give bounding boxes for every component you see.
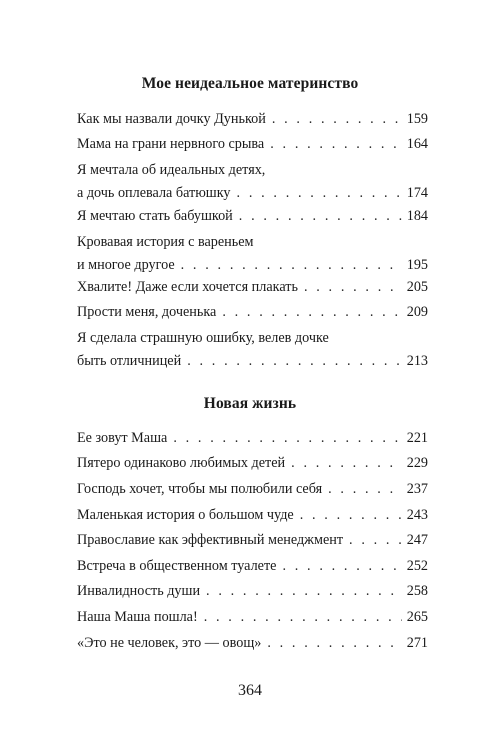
page-number: 184 bbox=[406, 208, 428, 224]
page-number: 164 bbox=[406, 136, 428, 152]
page-number: 209 bbox=[406, 304, 428, 320]
section-title: Новая жизнь bbox=[203, 395, 297, 412]
entry-title: Пятеро одинаково любимых детей bbox=[77, 455, 286, 471]
entry-title-continued: быть отличницей bbox=[77, 353, 182, 369]
entry-title: Как мы назвали дочку Дунькой bbox=[77, 111, 266, 127]
page-number: 237 bbox=[406, 481, 428, 497]
entry-title: Кровавая история с вареньем bbox=[77, 234, 254, 250]
toc-entry bbox=[77, 159, 428, 205]
entry-title: Православие как эффективный менеджмент bbox=[77, 532, 344, 548]
dot-leader bbox=[270, 133, 401, 156]
page-number: 243 bbox=[406, 507, 428, 523]
entry-title: Хвалите! Даже если хочется плакать bbox=[77, 279, 298, 295]
dot-leader bbox=[349, 529, 402, 552]
toc-entry bbox=[77, 108, 428, 131]
page-number: 213 bbox=[406, 353, 428, 369]
toc-entry bbox=[77, 580, 428, 603]
dot-leader bbox=[237, 182, 402, 205]
page-number: 271 bbox=[406, 635, 428, 651]
toc-entry bbox=[77, 231, 428, 277]
entry-title: Я мечтаю стать бабушкой bbox=[77, 208, 233, 224]
toc-entry bbox=[77, 555, 428, 578]
folio-page-number: 364 bbox=[238, 682, 262, 699]
dot-leader bbox=[222, 301, 401, 324]
dot-leader bbox=[204, 606, 402, 629]
toc-entry bbox=[77, 327, 428, 373]
page-number: 265 bbox=[406, 609, 428, 625]
dot-leader bbox=[291, 452, 402, 475]
toc-entry bbox=[77, 301, 428, 324]
section-title: Мое неидеальное материнство bbox=[141, 75, 359, 92]
toc-entry bbox=[77, 133, 428, 156]
entry-title: Прости меня, доченька bbox=[77, 304, 217, 320]
toc-entry bbox=[77, 427, 428, 450]
page-number: 247 bbox=[406, 532, 428, 548]
dot-leader bbox=[267, 632, 401, 655]
dot-leader bbox=[173, 427, 401, 450]
dot-leader bbox=[282, 555, 401, 578]
entry-title: Инвалидность души bbox=[77, 583, 201, 599]
entry-title: Мама на грани нервного срыва bbox=[77, 136, 265, 152]
dot-leader bbox=[328, 478, 402, 501]
dot-leader bbox=[300, 504, 402, 527]
entry-title: Я мечтала об идеальных детях, bbox=[77, 162, 266, 178]
page-number: 174 bbox=[406, 185, 428, 201]
dot-leader bbox=[239, 205, 402, 228]
entry-title: Маленькая история о большом чуде bbox=[77, 507, 294, 523]
dot-leader bbox=[272, 108, 402, 131]
entry-title: Ее зовут Маша bbox=[77, 430, 168, 446]
entry-title: Встреча в общественном туалете bbox=[77, 558, 277, 574]
page-number: 159 bbox=[406, 111, 428, 127]
dot-leader bbox=[206, 580, 402, 603]
entry-title: Наша Маша пошла! bbox=[77, 609, 198, 625]
page-number: 205 bbox=[406, 279, 428, 295]
dot-leader bbox=[304, 276, 402, 299]
entry-title: Господь хочет, чтобы мы полюбили себя bbox=[77, 481, 323, 497]
toc-entry bbox=[77, 452, 428, 475]
entry-title: Я сделала страшную ошибку, велев дочке bbox=[77, 330, 329, 346]
toc-entry bbox=[77, 276, 428, 299]
toc-entry bbox=[77, 205, 428, 228]
toc-entry bbox=[77, 606, 428, 629]
page-number: 258 bbox=[406, 583, 428, 599]
toc-entry bbox=[77, 632, 428, 655]
dot-leader bbox=[187, 350, 402, 373]
page-number: 229 bbox=[406, 455, 428, 471]
page-number: 195 bbox=[406, 257, 428, 273]
entry-title-continued: и многое другое bbox=[77, 257, 175, 273]
toc-entry bbox=[77, 504, 428, 527]
page-number: 221 bbox=[406, 430, 428, 446]
dot-leader bbox=[181, 254, 402, 277]
page-number: 252 bbox=[406, 558, 428, 574]
entry-title-continued: а дочь оплевала батюшку bbox=[77, 185, 231, 201]
toc-entry bbox=[77, 478, 428, 501]
entry-title: «Это не человек, это — овощ» bbox=[77, 635, 262, 651]
toc-entry bbox=[77, 529, 428, 552]
